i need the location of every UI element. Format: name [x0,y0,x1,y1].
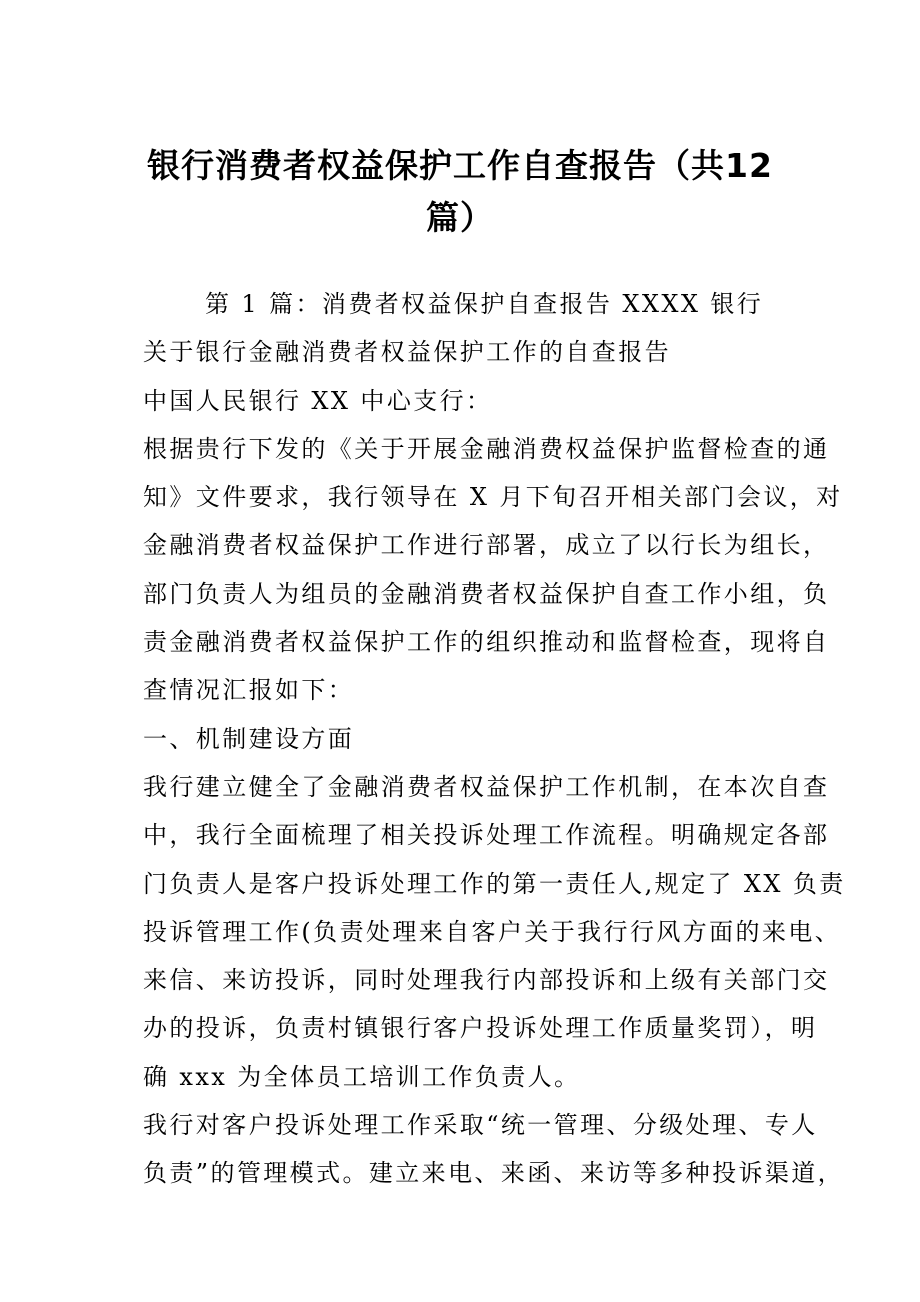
document-title [130,140,790,244]
title-line-1: 银行消费者权益保护工作自查报告（共12 [147,146,773,185]
section-heading: 第 1 篇：消费者权益保护自查报告 XXXX 银行 [205,290,764,318]
paragraph-line: 我行对客户投诉处理工作采取“统一管理、分级处理、专人 [143,1111,818,1140]
title-line-2: 篇） [426,198,494,237]
salutation: 中国人民银行 XX 中心支行： [143,386,493,415]
paragraph-line: 门负责人是客户投诉处理工作的第一责任人,规定了 XX 负责 [143,869,846,898]
paragraph-line: 确 xxx 为全体员工培训工作负责人。 [143,1062,581,1091]
paragraph-line: 我行建立健全了金融消费者权益保护工作机制，在本次自查 [143,772,830,801]
report-subtitle: 关于银行金融消费者权益保护工作的自查报告 [143,338,671,367]
paragraph-line: 负责”的管理模式。建立来电、来函、来访等多种投诉渠道， [143,1159,845,1188]
paragraph-line: 办的投诉，负责村镇银行客户投诉处理工作质量奖罚），明 [143,1014,818,1043]
paragraph-line: 中，我行全面梳理了相关投诉处理工作流程。明确规定各部 [143,821,830,850]
paragraph-line: 知》文件要求，我行领导在 X 月下旬召开相关部门会议，对 [143,483,843,512]
paragraph-line: 来信、来访投诉，同时处理我行内部投诉和上级有关部门交 [143,966,830,995]
paragraph-line: 根据贵行下发的《关于开展金融消费权益保护监督检查的通 [143,434,830,463]
paragraph-line: 金融消费者权益保护工作进行部署，成立了以行长为组长， [143,531,830,560]
paragraph-line: 部门负责人为组员的金融消费者权益保护自查工作小组，负 [143,579,830,608]
document-body [143,280,846,1198]
subsection-heading: 一、机制建设方面 [143,724,355,753]
paragraph-line: 投诉管理工作(负责处理来自客户关于我行行风方面的来电、 [143,917,842,946]
paragraph-line: 责金融消费者权益保护工作的组织推动和监督检查，现将自 [143,628,830,657]
paragraph-line: 查情况汇报如下： [143,676,355,705]
